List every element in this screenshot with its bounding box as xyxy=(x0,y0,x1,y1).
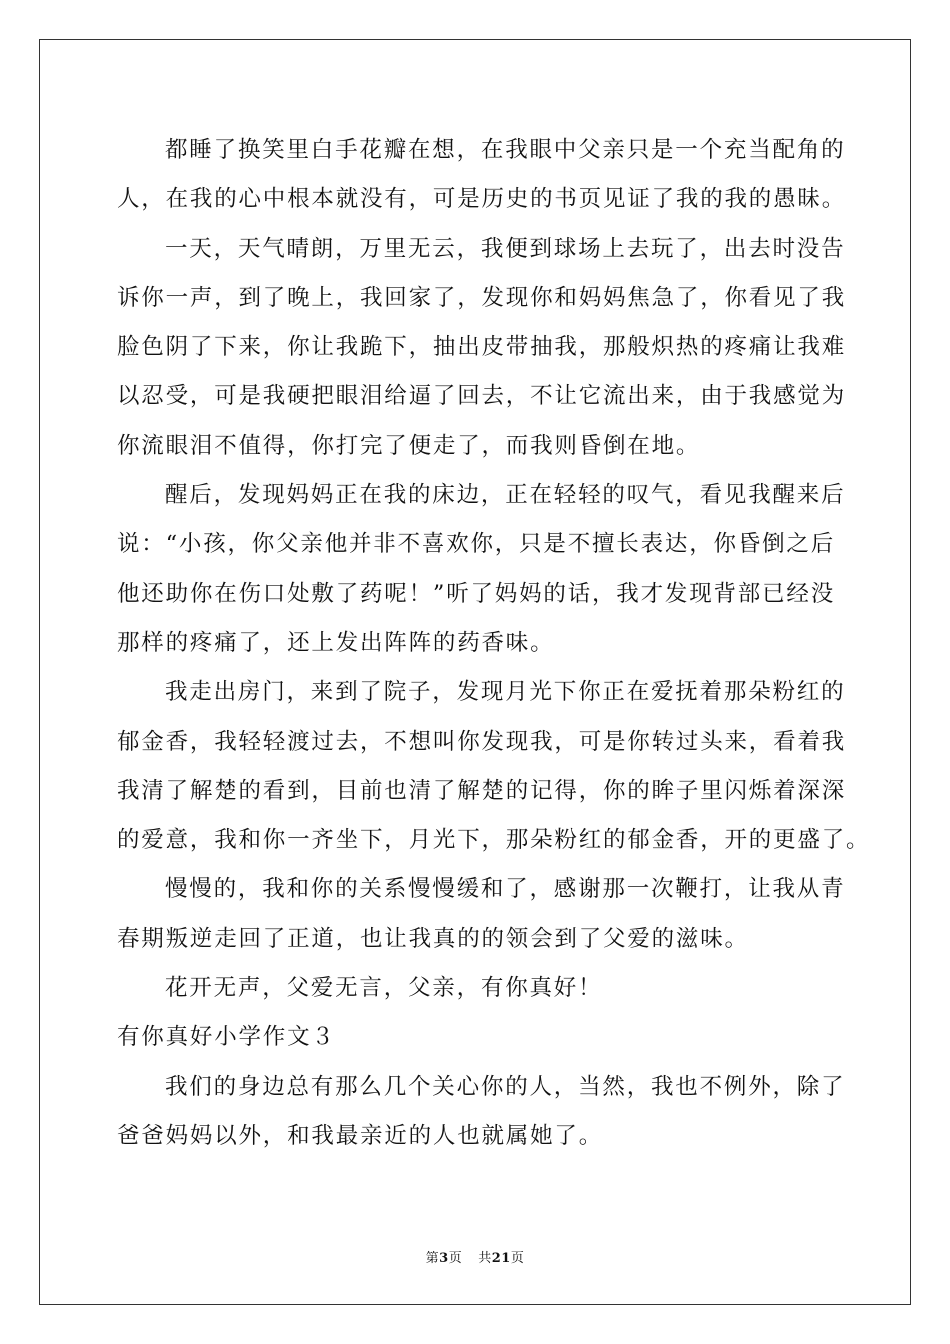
text-line: 我清了解楚的看到，目前也清了解楚的记得，你的眸子里闪烁着深深 xyxy=(117,777,847,804)
text-line: 醒后，发现妈妈正在我的床边，正在轻轻的叹气，看见我醒来后 xyxy=(165,482,846,509)
page-number: 3 xyxy=(439,1251,449,1266)
text-line: 爸爸妈妈以外，和我最亲近的人也就属她了。 xyxy=(117,1122,604,1149)
text-line: 那样的疼痛了，还上发出阵阵的药香味。 xyxy=(117,629,555,656)
total-suffix: 页 xyxy=(510,1251,525,1266)
document-body xyxy=(117,126,871,1161)
text-line: 以忍受，可是我硬把眼泪给逼了回去，不让它流出来，由于我感觉为 xyxy=(117,383,847,410)
text-line: 郁金香，我轻轻渡过去，不想叫你发现我，可是你转过头来，看着我 xyxy=(117,728,847,755)
total-prefix: 共 xyxy=(478,1251,492,1266)
section-heading: 有你真好小学作文３ xyxy=(117,1024,336,1051)
text-line: 慢慢的，我和你的关系慢慢缓和了，感谢那一次鞭打，让我从青 xyxy=(165,876,846,903)
page-footer xyxy=(0,1247,950,1266)
text-line: 春期叛逆走回了正道，也让我真的的领会到了父爱的滋味。 xyxy=(117,925,749,952)
text-line: 脸色阴了下来，你让我跪下，抽出皮带抽我，那般炽热的疼痛让我难 xyxy=(117,334,847,361)
text-line: 诉你一声，到了晚上，我回家了，发现你和妈妈焦急了，你看见了我 xyxy=(117,284,847,311)
text-line: 一天，天气晴朗，万里无云，我便到球场上去玩了，出去时没告 xyxy=(165,235,846,262)
text-line: 你流眼泪不值得，你打完了便走了，而我则昏倒在地。 xyxy=(117,432,701,459)
page-prefix: 第 xyxy=(425,1251,440,1266)
text-line: 说：“小孩，你父亲他并非不喜欢你，只是不擅长表达，你昏倒之后 xyxy=(117,531,836,558)
text-line: 他还助你在伤口处敷了药呢！”听了妈妈的话，我才发现背部已经没 xyxy=(117,580,836,607)
page-suffix: 页 xyxy=(448,1251,463,1266)
text-line: 我走出房门，来到了院子，发现月光下你正在爱抚着那朵粉红的 xyxy=(165,679,846,706)
text-line: 我们的身边总有那么几个关心你的人，当然，我也不例外，除了 xyxy=(165,1073,846,1100)
text-line: 都睡了换笑里白手花瓣在想，在我眼中父亲只是一个充当配角的 xyxy=(165,137,846,163)
text-line: 人，在我的心中根本就没有，可是历史的书页见证了我的我的愚昧。 xyxy=(117,186,847,213)
text-line: 花开无声，父爱无言，父亲，有你真好！ xyxy=(165,975,603,1002)
total-pages: 21 xyxy=(491,1251,511,1266)
text-line: 的爱意，我和你一齐坐下，月光下，那朵粉红的郁金香，开的更盛了。 xyxy=(117,827,871,854)
